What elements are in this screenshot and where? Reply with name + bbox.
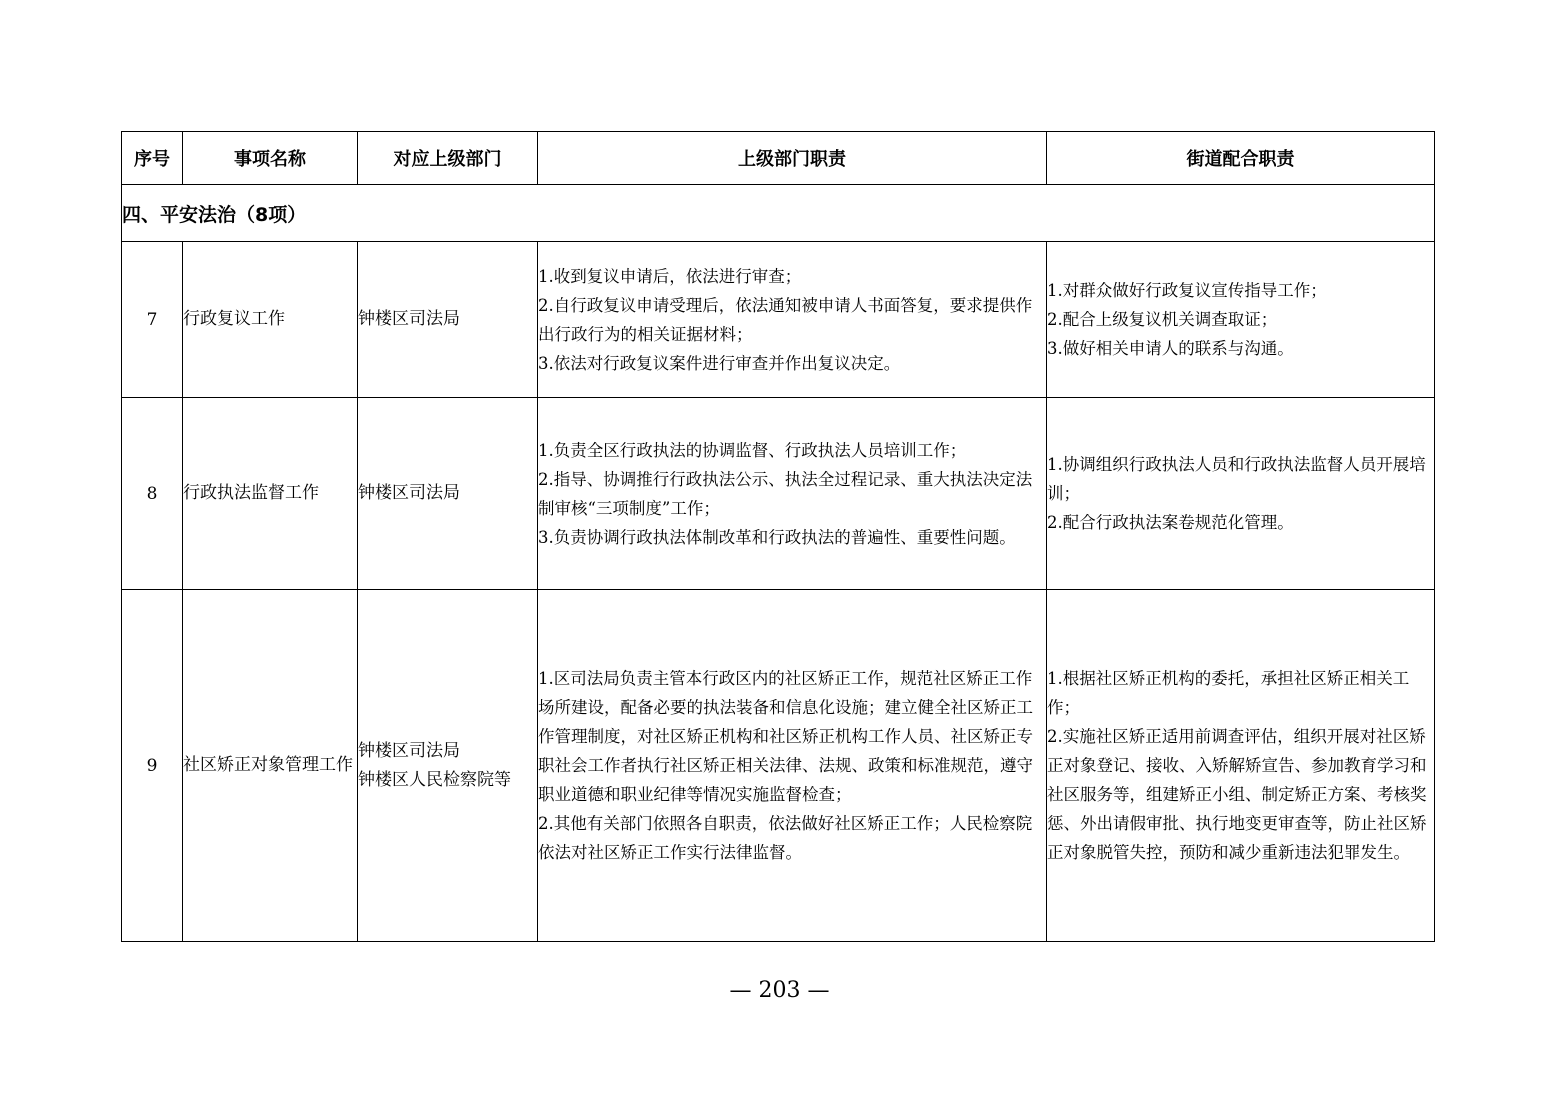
duty-line: 3.依法对行政复议案件进行审查并作出复议决定。 xyxy=(538,353,901,373)
table-row xyxy=(122,590,1435,942)
row-num: 9 xyxy=(122,590,183,942)
page-number: — 203 — xyxy=(729,978,830,1003)
row-upper-duty xyxy=(538,590,1047,942)
row-upper-duty xyxy=(538,398,1047,590)
header-dept: 对应上级部门 xyxy=(358,132,538,185)
duty-line: 1.区司法局负责主管本行政区内的社区矫正工作，规范社区矫正工作场所建设，配备必要的执法装备和信息化设施；建立健全社区矫正工作管理制度，对社区矫正机构和社区矫正机构工作人员、社区矫正专职社会工作者执行社区矫正相关法律、法规、政策和标准规范，遵守职业道德和职业纪律等情况实施监督检查； xyxy=(538,669,1033,804)
row-dept: 钟楼区司法局 xyxy=(358,242,538,398)
header-row xyxy=(122,132,1435,185)
duty-table xyxy=(121,131,1435,942)
duty-line: 2.配合上级复议机关调查取证； xyxy=(1047,310,1278,329)
row-street-duty xyxy=(1047,590,1435,942)
row-num: 7 xyxy=(122,242,183,398)
duty-line: 1.对群众做好行政复议宣传指导工作； xyxy=(1047,281,1327,300)
duty-line: 1.收到复议申请后，依法进行审查； xyxy=(538,266,802,286)
row-name: 行政执法监督工作 xyxy=(183,398,358,590)
row-street-duty xyxy=(1047,398,1435,590)
duty-line: 1.负责全区行政执法的协调监督、行政执法人员培训工作； xyxy=(538,440,967,460)
row-dept: 钟楼区司法局 钟楼区人民检察院等 xyxy=(358,590,538,942)
duty-line: 3.负责协调行政执法体制改革和行政执法的普遍性、重要性问题。 xyxy=(538,527,1016,547)
duty-line: 3.做好相关申请人的联系与沟通。 xyxy=(1047,339,1294,358)
row-dept: 钟楼区司法局 xyxy=(358,398,538,590)
section-row xyxy=(122,185,1435,242)
row-name: 社区矫正对象管理工作 xyxy=(183,590,358,942)
header-street-duty: 街道配合职责 xyxy=(1047,132,1435,185)
row-num: 8 xyxy=(122,398,183,590)
duty-line: 1.协调组织行政执法人员和行政执法监督人员开展培训； xyxy=(1047,455,1426,503)
header-name: 事项名称 xyxy=(183,132,358,185)
header-num: 序号 xyxy=(122,132,183,185)
duty-line: 2.指导、协调推行行政执法公示、执法全过程记录、重大执法决定法制审核“三项制度”工作； xyxy=(538,469,1033,518)
header-upper-duty: 上级部门职责 xyxy=(538,132,1047,185)
table-row xyxy=(122,242,1435,398)
row-street-duty xyxy=(1047,242,1435,398)
section-title: 四、平安法治（8项） xyxy=(122,185,1435,242)
row-name: 行政复议工作 xyxy=(183,242,358,398)
duty-line: 2.实施社区矫正适用前调查评估，组织开展对社区矫正对象登记、接收、入矫解矫宣告、参加教育学习和社区服务等，组建矫正小组、制定矫正方案、考核奖惩、外出请假审批、执行地变更审查等，防止社区矫正对象脱管失控，预防和减少重新违法犯罪发生。 xyxy=(1047,727,1427,862)
duty-line: 2.配合行政执法案卷规范化管理。 xyxy=(1047,513,1294,532)
table-row xyxy=(122,398,1435,590)
duty-line: 1.根据社区矫正机构的委托，承担社区矫正相关工作； xyxy=(1047,669,1410,717)
row-upper-duty xyxy=(538,242,1047,398)
duty-line: 2.自行政复议申请受理后，依法通知被申请人书面答复，要求提供作出行政行为的相关证据材料； xyxy=(538,295,1033,344)
duty-line: 2.其他有关部门依照各自职责，依法做好社区矫正工作；人民检察院依法对社区矫正工作实行法律监督。 xyxy=(538,814,1033,862)
